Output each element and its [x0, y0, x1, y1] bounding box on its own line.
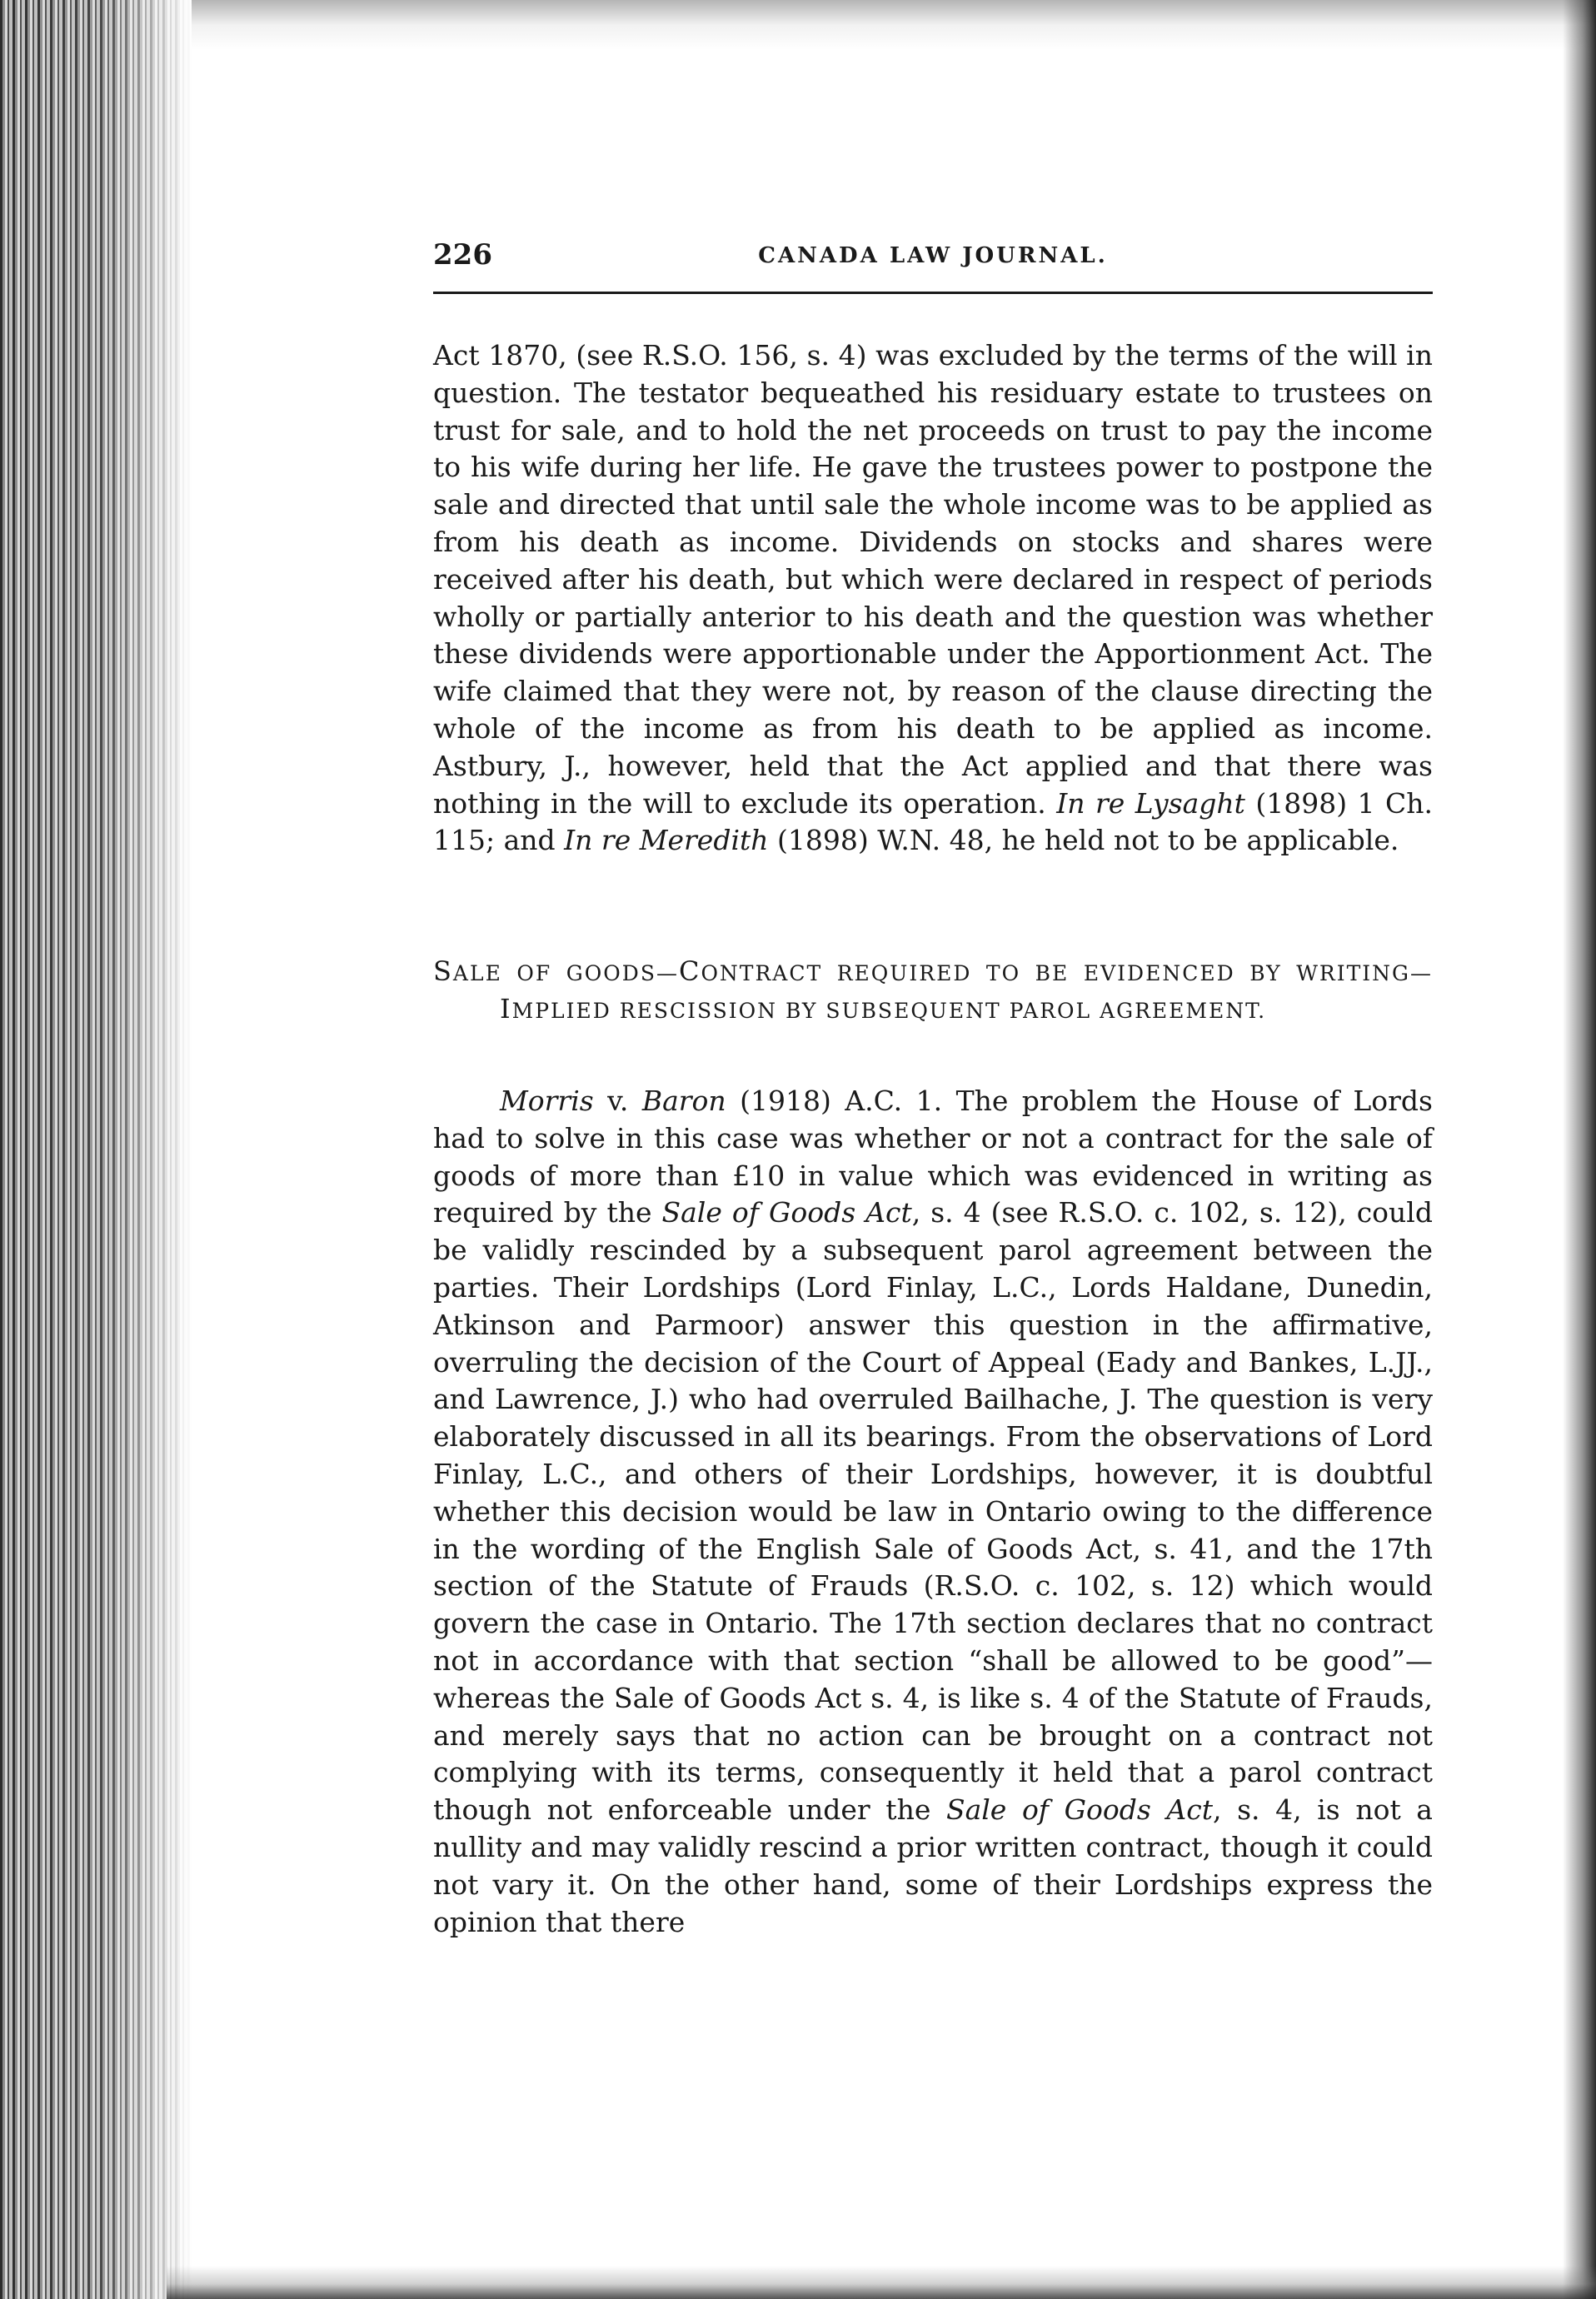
journal-page — [433, 233, 1433, 1938]
paragraph-text: (1898) 1 Ch. 115; and — [433, 786, 1433, 857]
paragraph-text: (1898) W.N. 48, he held not to be applicable. — [768, 824, 1399, 857]
paragraph-text: , s. 4 (see R.S.O. c. 102, s. 12), could be validly rescinded by a subsequent parol agreement between the parties. Their Lordships (Lord Finlay, L.C., Lords Haldane, Dunedin, Atkinson and Parmoor) answer this question in the affirmative, overruling the decision of the Court of Appeal (Eady and Bankes, L.JJ., and Lawrence, J.) who had overruled Bailhache, J. The question is very elaborately discussed in all its bearings. From the observations of Lord Finlay, L.C., and others of their Lordships, however, it is doubtful whether this decision would be law in Ontario owing to the difference in the wording of the English Sale of Goods Act, s. 41, and the 17th section of the Statute of Frauds (R.S.O. c. 102, s. 12) which would govern the case in Ontario. The 17th section declares that no contract not in accordance with that section “shall be allowed to be good”—whereas the Sale of Goods Act s. 4, is like s. 4 of the Statute of Frauds, and merely says that no action can be brought on a contract not complying with its terms, consequently it held that a parol contract though not enforceable under the — [433, 1196, 1433, 1827]
heading-text: ONTRACT REQUIRED TO BE EVIDENCED BY WRITING— — [701, 961, 1433, 985]
header-rule — [433, 292, 1433, 294]
section-heading — [433, 954, 1433, 1029]
case-party: Morris — [500, 1085, 594, 1117]
heading-initial: I — [500, 993, 512, 1025]
page-right-edge — [1563, 0, 1596, 2299]
book-spine-shadow — [0, 0, 192, 2299]
paragraph-apportionment — [433, 337, 1433, 860]
paragraph-text: (1918) A.C. 1. The problem the House of Lords had to solve in this case was whether or not a contract for the sale of goods of more than £10 in value which was evidenced in writing as required by the — [433, 1085, 1433, 1229]
journal-title: CANADA LAW JOURNAL. — [758, 243, 1108, 268]
statute-title: Sale of Goods Act — [661, 1196, 912, 1229]
statute-title: Sale of Goods Act — [945, 1793, 1213, 1827]
page-number: 226 — [433, 238, 492, 272]
paragraph-text: v. — [593, 1085, 642, 1117]
heading-initial: S — [433, 955, 453, 987]
case-party: Baron — [641, 1085, 726, 1117]
case-citation: In re Meredith — [564, 824, 769, 857]
case-citation: In re Lysaght — [1056, 786, 1245, 820]
heading-initial: C — [678, 955, 701, 987]
running-head — [433, 233, 1433, 283]
paragraph-text: , s. 4, is not a nullity and may validly rescind a prior written contract, though it could not vary it. On the other hand, some of their Lordships express the opinion that there — [433, 1793, 1433, 1938]
heading-text: ALE OF GOODS— — [452, 961, 679, 985]
page-top-edge — [192, 0, 1596, 50]
paragraph-text: Act 1870, (see R.S.O. 156, s. 4) was excluded by the terms of the will in question. The testator bequeathed his residuary estate to trustees on trust for sale, and to hold the net proceeds on trust to pay the income to his wife during her life. He gave the trustees power to postpone the sale and directed that until sale the whole income was to be applied as from his death as income. Dividends on stocks and shares were received after his death, but which were declared in respect of periods wholly or partially anterior to his death and the question was whether these dividends were apportionable under the Apportionment Act. The wife claimed that they were not, by reason of the clause directing the whole of the income as from his death to be applied as income. Astbury, J., however, held that the Act applied and that there was nothing in the will to exclude its operation. — [433, 339, 1433, 820]
page-bottom-edge — [167, 2266, 1596, 2299]
paragraph-morris-v-baron — [433, 1083, 1433, 1941]
heading-text: MPLIED RESCISSION BY SUBSEQUENT PAROL AGREEMENT. — [511, 999, 1267, 1023]
